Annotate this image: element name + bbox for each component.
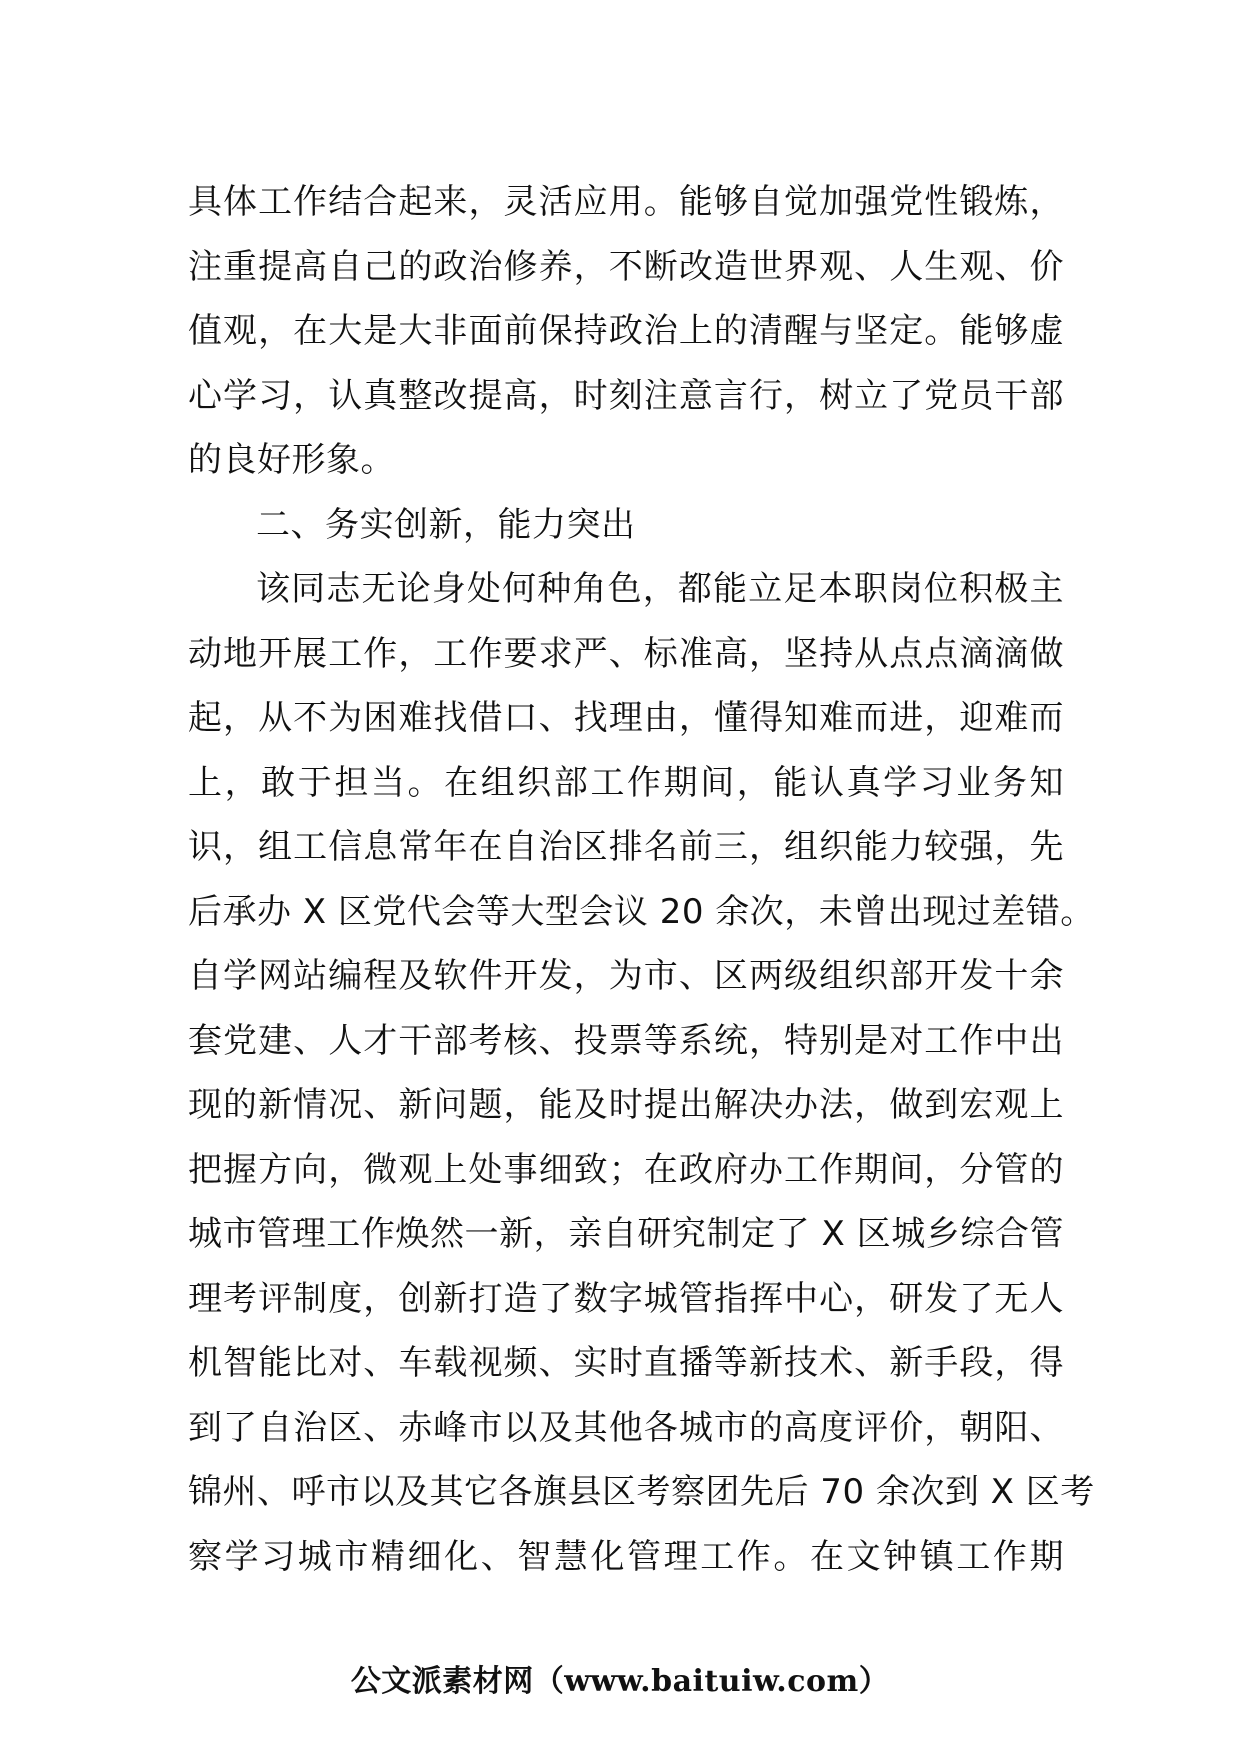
site-footer-watermark: 公文派素材网（www.baituiw.com） <box>350 1664 890 1699</box>
text-line: 察学习城市精细化、智慧化管理工作。在文钟镇工作期 <box>188 1536 1064 1577</box>
text-line: 值观，在大是大非面前保持政治上的清醒与坚定。能够虚 <box>188 311 1064 351</box>
text-line: 的良好形象。 <box>188 440 395 480</box>
text-line: 上，敢于担当。在组织部工作期间，能认真学习业务知 <box>188 762 1064 803</box>
text-line: 理考评制度，创新打造了数字城管指挥中心，研发了无人 <box>188 1278 1064 1319</box>
text-line: 起，从不为困难找借口、找理由，懂得知难而进，迎难而 <box>188 698 1064 738</box>
text-line: 到了自治区、赤峰市以及其他各城市的高度评价，朝阳、 <box>188 1407 1064 1448</box>
paragraph-first-line: 该同志无论身处何种角色，都能立足本职岗位积极主 <box>256 569 1064 609</box>
text-line: 注重提高自己的政治修养，不断改造世界观、人生观、价 <box>188 246 1064 287</box>
text-line: 锦州、呼市以及其它各旗县区考察团先后 70 余次到 X 区考 <box>188 1472 1095 1512</box>
text-line: 城市管理工作焕然一新，亲自研究制定了 X 区城乡综合管 <box>188 1214 1064 1254</box>
text-line: 现的新情况、新问题，能及时提出解决办法，做到宏观上 <box>188 1085 1064 1125</box>
text-line: 套党建、人才干部考核、投票等系统，特别是对工作中出 <box>188 1020 1064 1061</box>
document-body <box>188 170 1095 1589</box>
text-line: 动地开展工作，工作要求严、标准高，坚持从点点滴滴做 <box>188 633 1064 674</box>
text-line: 后承办 X 区党代会等大型会议 20 余次，未曾出现过差错。 <box>188 891 1095 932</box>
text-line: 识，组工信息常年在自治区排名前三，组织能力较强，先 <box>188 827 1064 867</box>
text-line: 机智能比对、车载视频、实时直播等新技术、新手段，得 <box>188 1343 1064 1383</box>
text-line: 把握方向，微观上处事细致；在政府办工作期间，分管的 <box>188 1149 1064 1190</box>
text-line: 心学习，认真整改提高，时刻注意言行，树立了党员干部 <box>188 375 1064 416</box>
text-line: 自学网站编程及软件开发，为市、区两级组织部开发十余 <box>188 956 1064 996</box>
text-line: 具体工作结合起来，灵活应用。能够自觉加强党性锻炼， <box>188 182 1064 222</box>
section-heading: 二、务实创新，能力突出 <box>256 504 636 545</box>
